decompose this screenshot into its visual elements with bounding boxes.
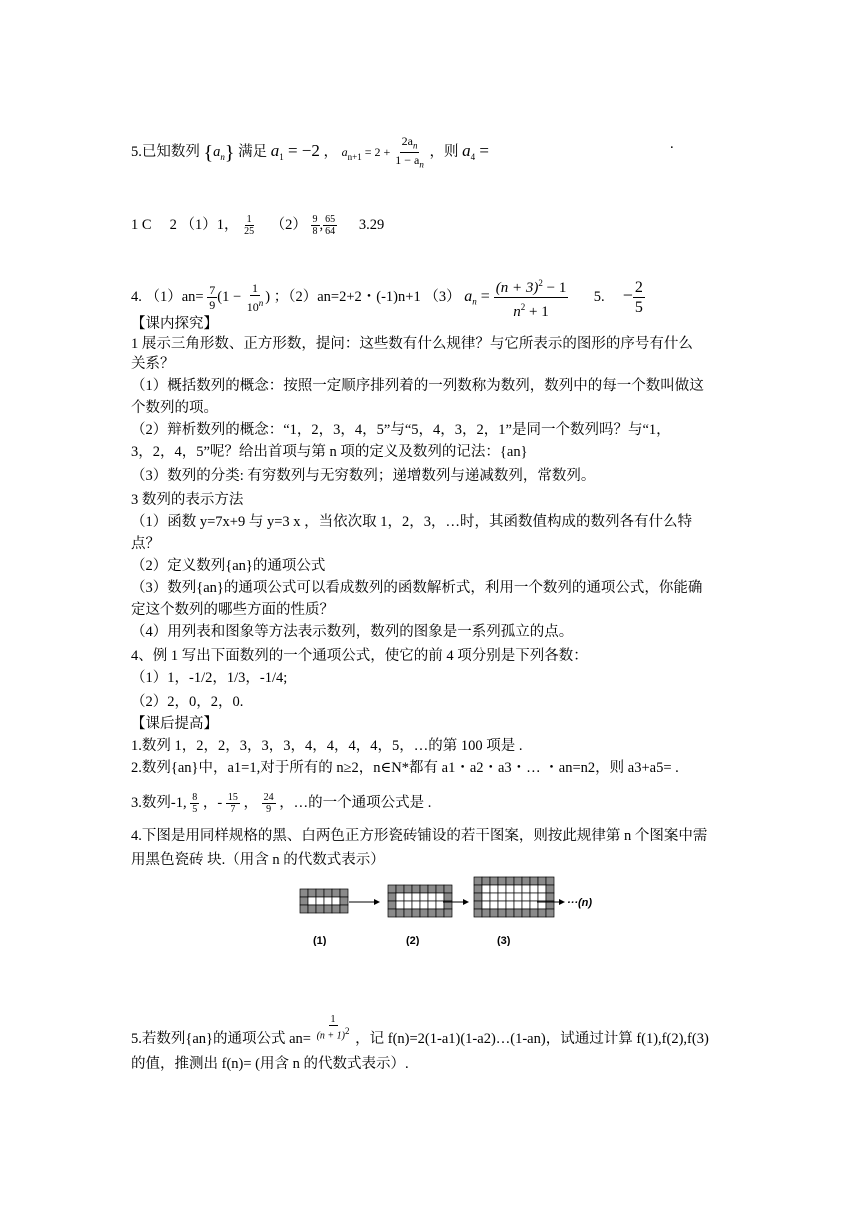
text-line: （3）数列的分类: 有穷数列与无穷数列；递增数列与递减数列，常数列。 [131, 468, 596, 484]
q5-text: ，记 f(n)=2(1-a1)(1-a2)…(1-an)，试通过计算 f(1),f(2),f(3) [355, 1030, 709, 1047]
rec-lhs: a [341, 145, 348, 160]
a1-symbol: a [270, 141, 280, 161]
black-tile [308, 889, 316, 897]
white-tile [404, 901, 412, 909]
an-symbol: a [464, 287, 473, 305]
black-tile [332, 889, 340, 897]
white-tile [482, 885, 490, 893]
black-tile [538, 909, 546, 917]
heading-in-class: 【课内探究】 [131, 316, 218, 332]
black-tile [300, 889, 308, 897]
text-line: （4）用列表和图象等方法表示数列，数列的图象是一系列孤立的点。 [131, 624, 574, 640]
brace-close: } [224, 141, 235, 164]
black-tile [404, 909, 412, 917]
ans-2-1: 2 （1）1， [169, 216, 239, 233]
q3-sep: ，- [202, 794, 223, 811]
rec-eq: = 2 + [361, 145, 394, 160]
q5-prefix: 5.已知数列 [131, 144, 200, 161]
arrow-head-icon [374, 899, 380, 905]
text-line: （1）函数 y=7x+9 与 y=3 x ，当依次取 1，2，3，…时，其函数值构成的数列各有什么特 [131, 514, 693, 530]
white-tile [530, 901, 538, 909]
black-tile [506, 909, 514, 917]
a4-eq: = [475, 141, 489, 161]
q5-end: . [670, 136, 674, 152]
black-tile [396, 885, 404, 893]
white-tile [482, 893, 490, 901]
white-tile [332, 897, 340, 905]
text-line: （1）1，-1/2，1/3，-1/4; [131, 670, 288, 686]
q5-then: ，则 [429, 144, 459, 161]
white-tile [506, 885, 514, 893]
black-tile [340, 889, 348, 897]
black-tile [490, 877, 498, 885]
black-tile [300, 897, 308, 905]
black-tile [388, 901, 396, 909]
frac-2-5: $\frac{2}{5}$ [634, 279, 643, 316]
black-tile [546, 909, 554, 917]
ans-3: 3.29 [358, 216, 385, 233]
ans-5: 5. [593, 288, 605, 305]
q3-line [131, 792, 431, 815]
black-tile [474, 877, 482, 885]
white-tile [436, 893, 444, 901]
white-tile [538, 893, 546, 901]
black-tile [420, 909, 428, 917]
black-tile [436, 909, 444, 917]
black-tile [428, 909, 436, 917]
black-tile [316, 889, 324, 897]
white-tile [404, 893, 412, 901]
arrow-head-icon [463, 899, 469, 905]
figure-label-1: (1) [313, 935, 327, 946]
text-line: 2.数列{an}中，a1=1,对于所有的 n≥2，n∈N*都有 a1・a2・a3・… ・an=n2，则 a3+a5= . [131, 760, 679, 776]
white-tile [506, 893, 514, 901]
ans-1c: 1 C [131, 216, 152, 233]
white-tile [506, 901, 514, 909]
white-tile [514, 901, 522, 909]
frac-1-10n: $\frac{1}{10^n}$ [246, 281, 264, 314]
black-tile [482, 909, 490, 917]
black-tile [522, 877, 530, 885]
black-tile [538, 877, 546, 885]
seq-symbol: a [213, 144, 221, 161]
black-tile [308, 905, 316, 913]
text-line: （1）概括数列的概念：按照一定顺序排列着的一列数称为数列，数列中的每一个数叫做这 [131, 378, 704, 394]
text-line: 3，2，4，5”呢？给出首项与第 n 项的定义及数列的记法：{an} [131, 444, 528, 460]
frac-24-9: $\frac{24}{9}$ [263, 792, 274, 815]
black-tile [474, 885, 482, 893]
tile-pattern-figure [296, 876, 602, 946]
white-tile [490, 885, 498, 893]
text-line: 关系？ [131, 356, 175, 372]
figure-label-n: ···(n) [567, 897, 593, 909]
ans-4-1: 4. （1）an= [131, 288, 204, 305]
black-tile [546, 877, 554, 885]
figure-label-2: (2) [406, 935, 420, 946]
black-tile [404, 885, 412, 893]
white-tile [530, 885, 538, 893]
frac-7-9: $\frac{7}{9}$ [209, 283, 216, 312]
white-tile [538, 885, 546, 893]
text-line: 4、例 1 写出下面数列的一个通项公式，使它的前 4 项分别是下列各数： [131, 648, 588, 664]
answers-line-1: 1 C 2 （1）1， $\frac{1}{25}$ （2） $\frac{9}{8}$ , $\frac{65}{64}$ 3.29 [131, 214, 385, 237]
black-tile [412, 885, 420, 893]
white-tile [498, 885, 506, 893]
white-tile [522, 901, 530, 909]
frac-9-8: $\frac{9}{8}$ [312, 214, 318, 237]
q5-cond: 满足 [238, 144, 268, 161]
black-tile [340, 905, 348, 913]
black-tile [444, 885, 452, 893]
white-tile [396, 893, 404, 901]
a1-sub: 1 [279, 152, 284, 163]
black-tile [428, 885, 436, 893]
text-line: 定这个数列的哪些方面的性质？ [131, 602, 334, 618]
text-line: （3）数列{an}的通项公式可以看成数列的函数解析式，利用一个数列的通项公式，你能确 [131, 580, 703, 596]
black-tile [332, 905, 340, 913]
black-tile [506, 877, 514, 885]
frac-an-formula: $\frac{(n + 3)^2 - 1}{n^2 + 1}$ [494, 274, 569, 321]
frac-8-5: $\frac{8}{5}$ [192, 792, 198, 815]
white-tile [436, 901, 444, 909]
black-tile [444, 893, 452, 901]
q3-prefix: 3.数列-1, [131, 794, 187, 811]
black-tile [546, 885, 554, 893]
white-tile [490, 901, 498, 909]
black-tile [324, 889, 332, 897]
section-title: 3 数列的表示方法 [131, 492, 244, 508]
text-line: （2）定义数列{an}的通项公式 [131, 558, 326, 574]
frac-1-n1sq: $\frac{1}{(n + 1)^2}$ [316, 1014, 350, 1042]
black-tile [474, 901, 482, 909]
black-tile [474, 909, 482, 917]
q5-line-1 [131, 1014, 709, 1053]
black-tile [514, 909, 522, 917]
ans-4-2: ；（2）an=2+2・(-1)n+1 （3） [273, 288, 461, 305]
frac-1-25: $\frac{1}{25}$ [244, 214, 255, 237]
white-tile [498, 893, 506, 901]
black-tile [514, 877, 522, 885]
black-tile [420, 885, 428, 893]
white-tile [530, 893, 538, 901]
heading-after-class: 【课后提高】 [131, 716, 218, 732]
rec-fraction: $\frac{2a_n}{1 - a_n}$ [395, 134, 424, 170]
black-tile [324, 905, 332, 913]
an-eq: = [476, 287, 494, 305]
black-tile [530, 877, 538, 885]
white-tile [428, 893, 436, 901]
black-tile [388, 893, 396, 901]
a4-sub: 4 [470, 152, 476, 163]
white-tile [308, 897, 316, 905]
text-line: （2）辩析数列的概念：“1，2，3，4，5”与“5，4，3，2，1”是同一个数列吗？与“1， [131, 422, 671, 438]
black-tile [412, 909, 420, 917]
white-tile [490, 893, 498, 901]
paren-open: (1 − [217, 288, 242, 305]
white-tile [324, 897, 332, 905]
white-tile [514, 885, 522, 893]
q5-line-2: 的值，推测出 f(n)= (用含 n 的代数式表示）. [131, 1056, 409, 1072]
black-tile [436, 885, 444, 893]
white-tile [514, 893, 522, 901]
frac-15-7: $\frac{15}{7}$ [227, 792, 238, 815]
text-line: 点？ [131, 536, 160, 552]
black-tile [530, 909, 538, 917]
white-tile [522, 885, 530, 893]
black-tile [490, 909, 498, 917]
black-tile [444, 909, 452, 917]
black-tile [396, 909, 404, 917]
paren-close: ) [265, 288, 271, 305]
black-tile [498, 909, 506, 917]
text-line: 1 展示三角形数、正方形数，提问：这些数有什么规律？与它所表示的图形的序号有什么 [131, 336, 693, 352]
white-tile [396, 901, 404, 909]
white-tile [412, 893, 420, 901]
black-tile [340, 897, 348, 905]
black-tile [522, 909, 530, 917]
q3-sep: ， [243, 794, 258, 811]
a4-symbol: a [462, 141, 471, 161]
comma: ， [323, 144, 339, 161]
text-line: （2）2，0，2，0. [131, 694, 244, 710]
q5-top-line [131, 134, 489, 172]
white-tile [420, 893, 428, 901]
black-tile [482, 877, 490, 885]
brace-open: { [203, 141, 214, 164]
white-tile [412, 901, 420, 909]
black-tile [316, 905, 324, 913]
rec-lhs-sub: n+1 [347, 152, 362, 163]
black-tile [546, 893, 554, 901]
seq-sub: n [220, 152, 225, 163]
ans-2-2: （2） [270, 216, 307, 233]
black-tile [388, 885, 396, 893]
q3-suffix: ，…的一个通项公式是 . [279, 794, 432, 811]
black-tile [388, 909, 396, 917]
neg-sign: − [622, 284, 633, 305]
frac-65-64: $\frac{65}{64}$ [325, 214, 336, 237]
white-tile [420, 901, 428, 909]
q5-prefix: 5.若数列{an}的通项公式 an= [131, 1030, 311, 1047]
text-line: 个数列的项。 [131, 400, 218, 416]
tile-pattern-svg [296, 876, 602, 946]
figure-label-3: (3) [497, 935, 511, 946]
white-tile [482, 901, 490, 909]
arrow-head-icon [559, 899, 565, 905]
black-tile [474, 893, 482, 901]
white-tile [498, 901, 506, 909]
white-tile [316, 897, 324, 905]
a1-value: = −2 [283, 141, 320, 161]
q4-line-2: 用黑色瓷砖 块.（用含 n 的代数式表示） [131, 852, 385, 868]
white-tile [522, 893, 530, 901]
q4-line-1: 4.下图是用同样规格的黑、白两色正方形瓷砖铺设的若干图案，则按此规律第 n 个图案中需 [131, 828, 708, 844]
black-tile [300, 905, 308, 913]
white-tile [428, 901, 436, 909]
black-tile [498, 877, 506, 885]
an-sub: n [472, 296, 477, 307]
text-line: 1.数列 1，2，2，3，3，3，4，4，4，4，5，…的第 100 项是 . [131, 738, 523, 754]
